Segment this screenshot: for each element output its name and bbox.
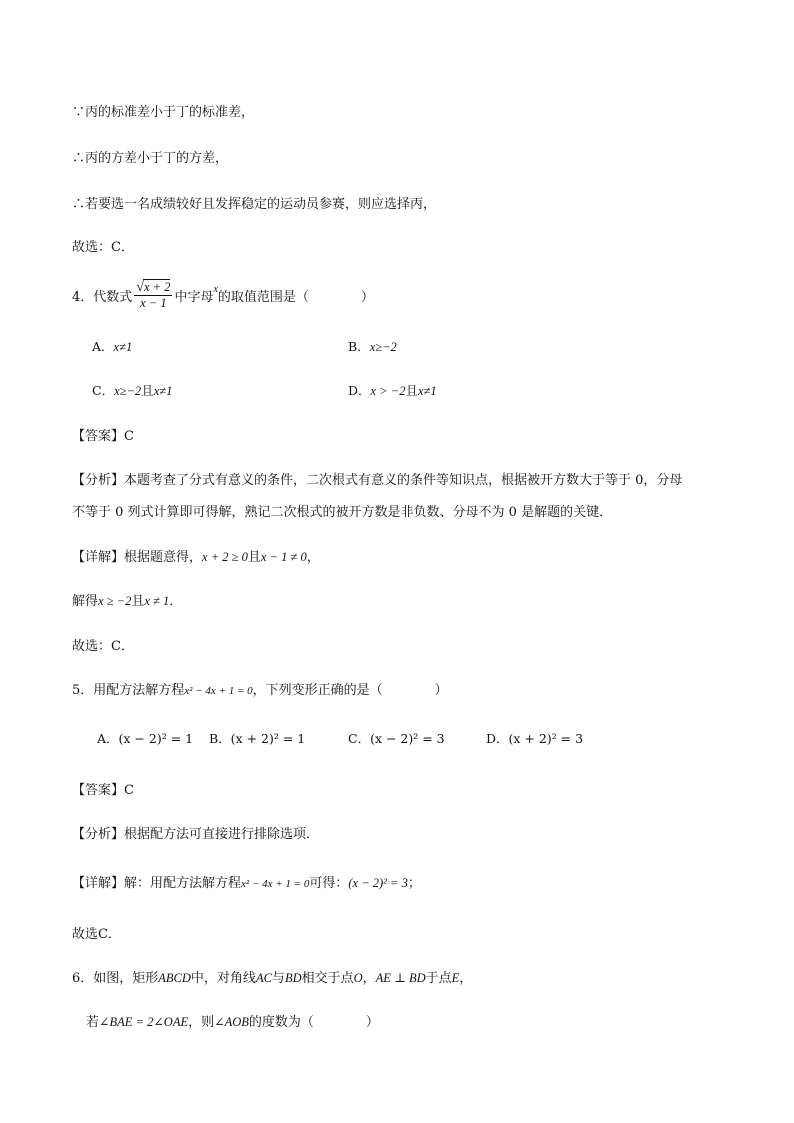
math-expression: AE ⊥ BD [375, 971, 426, 985]
text-span: ． [169, 594, 183, 609]
text-span: ， [459, 971, 473, 986]
option-a: A．(x − 2)² = 1 [97, 731, 194, 746]
math-expression: BD [284, 971, 302, 985]
text-span: 且 [405, 383, 418, 398]
math-expression: x − 1 ≠ 0 [260, 550, 307, 564]
text-span: 的度数为（ ） [248, 1015, 379, 1030]
fraction: $\frac{√x + 2}{x - 1}$ [136, 280, 171, 310]
option-b: B．(x + 2)² = 1 [209, 731, 306, 746]
math-expression: x ≥ −2 [98, 594, 132, 608]
text-span: ，则 [188, 1015, 215, 1030]
text-span: 与 [271, 971, 285, 986]
option-math: x≥−2 [369, 340, 397, 354]
answer-line: 【答案】C [72, 783, 134, 798]
text-line: ∴丙的方差小于丁的方差， [72, 151, 229, 166]
text-span: 的取值范围是（ ） [217, 290, 374, 305]
option-d [348, 381, 437, 399]
math-expression: ABCD [158, 971, 191, 985]
option-c: C．(x − 2)² = 3 [348, 731, 445, 746]
choose-line: 故选：C． [72, 639, 134, 654]
text-span: 且 [131, 594, 145, 609]
option-label: C． [92, 383, 115, 398]
option-a [92, 337, 132, 355]
text-line: ∵丙的标准差小于丁的标准差， [72, 105, 255, 120]
math-expression: x² − 4x + 1 = 0 [241, 878, 310, 890]
text-span: 【详解】解：用配方法解方程 [72, 876, 242, 891]
option-label: D． [348, 383, 371, 398]
math-expression: ∠BAE = 2∠OAE [99, 1015, 189, 1029]
math-expression: AC [255, 971, 272, 985]
text-span: 【详解】根据题意得， [72, 550, 203, 565]
question-4-stem [72, 280, 374, 311]
math-expression: E [451, 971, 460, 985]
answer-line: 【答案】C [72, 429, 134, 444]
text-span: 若 [86, 1015, 100, 1030]
text-span: 且 [247, 550, 261, 565]
text-span: ， [306, 550, 320, 565]
math-expression: ∠AOB [214, 1015, 249, 1029]
text-span: ， [362, 971, 376, 986]
detail-line [72, 546, 320, 565]
text-span: 中，对角线 [190, 971, 256, 986]
question-number: 6．如图，矩形 [72, 971, 159, 986]
option-c [92, 381, 172, 399]
math-expression: x + 2 ≥ 0 [202, 550, 248, 564]
text-span: 中字母 [174, 290, 214, 305]
option-label: B． [348, 339, 370, 354]
analysis-line: 不等于 0 列式计算即可得解，熟记二次根式的被开方数是非负数、分母不为 0 是解题的关键． [72, 505, 613, 520]
choose-line: 故选C． [72, 927, 121, 942]
analysis-line: 【分析】本题考查了分式有意义的条件，二次根式有意义的条件等知识点，根据被开方数大于等于 0，分母 [72, 473, 683, 488]
text-line: 故选：C． [72, 240, 134, 255]
math-expression: x ≠ 1 [144, 594, 170, 608]
option-b [348, 337, 397, 355]
fraction-denominator: x − 1 [140, 296, 167, 310]
option-d: D．(x + 2)² = 3 [486, 731, 584, 746]
option-math: x > −2 [370, 384, 406, 398]
text-span: ； [407, 876, 421, 891]
text-span: 且 [141, 383, 154, 398]
question-number: 5．用配方法解方程 [72, 683, 185, 698]
analysis-line: 【分析】根据配方法可直接进行排除选项． [72, 827, 320, 842]
math-variable: x [213, 284, 218, 295]
option-math: x≥−2 [114, 384, 142, 398]
math-expression: O [353, 971, 363, 985]
question-number: 4．代数式 [72, 290, 133, 305]
text-span: 可得： [309, 876, 349, 891]
option-label: A． [92, 339, 114, 354]
text-span: ，下列变形正确的是（ ） [252, 683, 448, 698]
option-math: x≠1 [153, 384, 173, 398]
solve-line [72, 590, 182, 609]
fraction-numerator: x + 2 [143, 280, 171, 294]
option-math: x≠1 [417, 384, 437, 398]
question-5-stem [72, 679, 448, 698]
math-expression: x² − 4x + 1 = 0 [184, 685, 253, 697]
text-span: 相交于点 [301, 971, 354, 986]
detail-line [72, 872, 421, 891]
text-span: 解得 [72, 594, 99, 609]
math-expression: (x − 2)² = 3 [348, 876, 408, 890]
text-span: 于点 [425, 971, 452, 986]
question-6-stem [72, 967, 472, 986]
question-6-condition [86, 1011, 379, 1030]
text-line: ∴若要选一名成绩较好且发挥稳定的运动员参赛，则应选择丙， [72, 197, 437, 212]
option-math: x≠1 [113, 340, 133, 354]
